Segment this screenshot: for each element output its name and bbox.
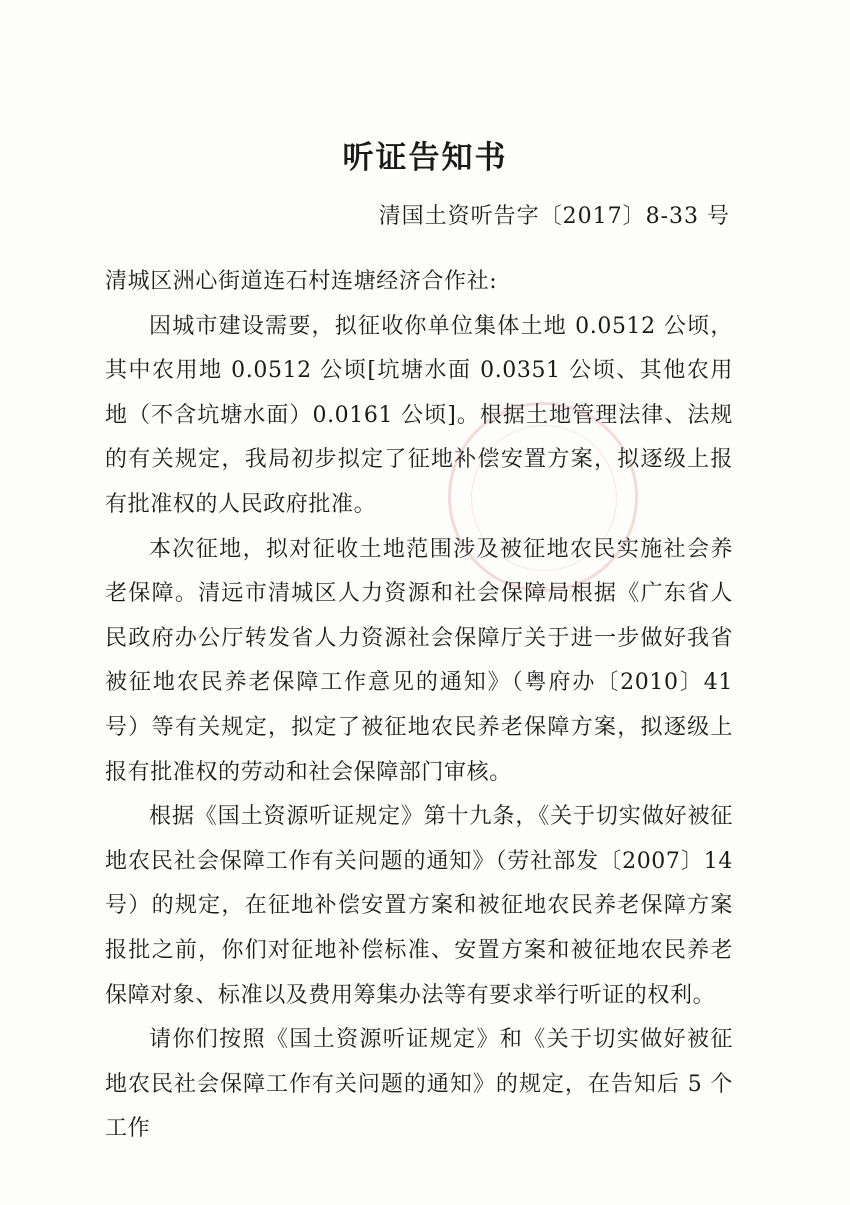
recipient-line: 清城区洲心街道连石村连塘经济合作社:: [105, 269, 498, 294]
document-body: [105, 260, 733, 1152]
paragraph-3: 根据《国土资源听证规定》第十九条，《关于切实做好被征地农民社会保障工作有关问题的通知》（劳社部发〔2007〕14 号）的规定，在征地补偿安置方案和被征地农民养老保障方案报批之前，你们对征地补偿标准、安置方案和被征地农民养老保障对象、标准以及费用筹集办法等有要求举行听证的权利。: [105, 804, 733, 1008]
paragraph-1: 因城市建设需要，拟征收你单位集体土地 0.0512 公顷，其中农用地 0.0512 公顷[坑塘水面 0.0351 公顷、其他农用地（不含坑塘水面）0.0161 公顷]。根据土地管理法律、法规的有关规定，我局初步拟定了征地补偿安置方案，拟逐级上报有批准权的人民政府批准。: [105, 313, 733, 517]
document-title: 听证告知书: [342, 140, 508, 176]
paragraph-2: 本次征地，拟对征收土地范围涉及被征地农民实施社会养老保障。清远市清城区人力资源和社会保障局根据《广东省人民政府办公厅转发省人力资源社会保障厅关于进一步做好我省被征地农民养老保障工作意见的通知》（粤府办〔2010〕41 号）等有关规定，拟定了被征地农民养老保障方案，拟逐级上报有批准权的劳动和社会保障部门审核。: [105, 536, 733, 785]
paragraph-4: 请你们按照《国土资源听证规定》和《关于切实做好被征地农民社会保障工作有关问题的通知》的规定，在告知后 5 个工作: [105, 1027, 733, 1142]
document-number: 清国土资听告字〔2017〕8-33 号: [378, 204, 730, 229]
